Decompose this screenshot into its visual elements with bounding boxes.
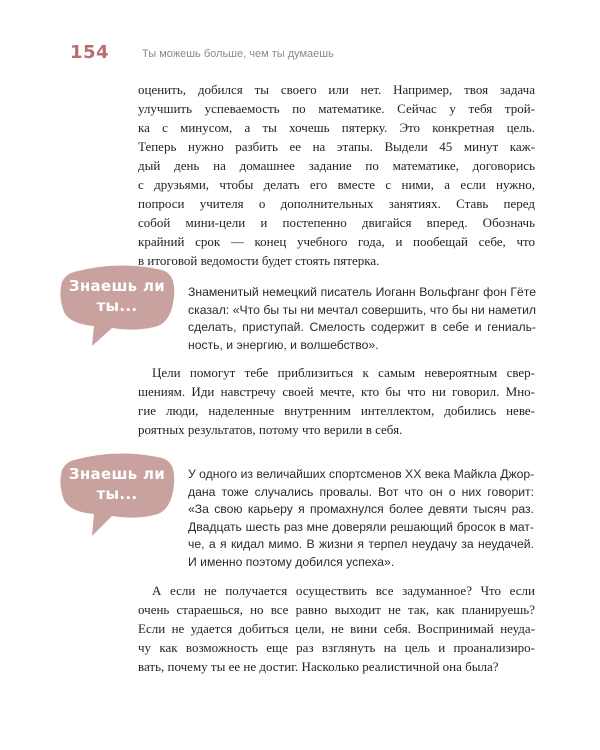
text-line: сказал: «Что бы ты ни мечтал совершить, что бы ни наметил — [188, 302, 536, 317]
text-line: Знаменитый немецкий писатель Иоганн Вольфганг фон Гёте — [188, 285, 536, 299]
text-line: ка с минусом, а ты хочешь пятерку. Это конкретная цель. — [138, 120, 535, 135]
text-line: очень стараешься, но все равно выходит не так, как планируешь? — [138, 602, 535, 617]
callout-text-1 — [188, 284, 536, 354]
text-line: в итоговой ведомости будет стоять пятерка. — [138, 253, 380, 268]
text-line: Если не удается добиться цели, не вини себя. Воспринимай неуда- — [138, 621, 535, 636]
text-line: роятных результатов, потому что верили в себя. — [138, 422, 403, 437]
page-number: 154 — [70, 42, 110, 63]
bubble-line: Знаешь ли — [68, 277, 166, 295]
text-line: И именно поэтому добился успеха». — [188, 554, 395, 569]
bubble-text — [58, 276, 176, 316]
text-line: гие люди, наделенные внутренним интеллектом, добились неве- — [138, 403, 535, 418]
text-line: попроси учителя о дополнительных занятиях. Ставь перед — [138, 196, 535, 211]
text-line: Цели помогут тебе приблизиться к самым невероятным свер- — [152, 365, 535, 380]
body-paragraph-1 — [138, 80, 535, 270]
text-line: Теперь нужно разбить ее на этапы. Выдели 45 минут каж- — [138, 139, 535, 154]
text-line: вать, почему ты ее не достиг. Насколько реалистичной она была? — [138, 659, 499, 674]
text-line: оценить, добился ты своего или нет. Например, твоя задача — [138, 82, 535, 97]
text-line: шениям. Иди навстречу своей мечте, кто бы что ни говорил. Мно- — [138, 384, 535, 399]
text-line: сделать, приступай. Смелость содержит в себе и гениаль- — [188, 320, 536, 334]
text-line: улучшить успеваемость по математике. Сейчас у тебя трой- — [138, 101, 535, 116]
text-line: крайний срок — конец учебного года, и пообещай себе, что — [138, 234, 535, 249]
text-line: «За свою карьеру я промахнулся более девяти тысяч раз. — [188, 502, 534, 516]
text-line: чу как возможность еще раз взглянуть на цель и проанализиро- — [138, 640, 535, 655]
body-paragraph-3 — [138, 581, 535, 676]
callout-text-2 — [188, 466, 534, 571]
text-line: с друзьями, чтобы делать его вместе с ними, а если нужно, — [138, 177, 535, 192]
did-you-know-bubble-2 — [58, 450, 176, 538]
text-line: дана тоже случались провалы. Вот что он о них говорит: — [188, 484, 534, 499]
text-line: ность, и энергию, и волшебство». — [188, 337, 379, 352]
running-title: Ты можешь больше, чем ты думаешь — [142, 48, 334, 60]
text-line: дый день на домашнее задание по математике, договорись — [138, 158, 535, 173]
text-line: А если не получается осуществить все задуманное? Что если — [152, 583, 535, 598]
bubble-line: Знаешь ли — [68, 465, 166, 483]
text-line: Двадцать шесть раз мне доверяли решающий бросок в мат- — [188, 519, 534, 534]
bubble-line: ты... — [96, 485, 138, 503]
body-paragraph-2 — [138, 363, 535, 439]
bubble-line: ты... — [96, 297, 138, 315]
bubble-text — [58, 464, 176, 504]
text-line: У одного из величайших спортсменов XX века Майкла Джор- — [188, 467, 535, 481]
text-line: че, а я кидал мимо. В жизни я терпел неудачу за неудачей. — [188, 537, 534, 551]
did-you-know-bubble-1 — [58, 262, 176, 348]
text-line: собой мини-цели и постепенно двигайся вперед. Обозначь — [138, 215, 535, 230]
